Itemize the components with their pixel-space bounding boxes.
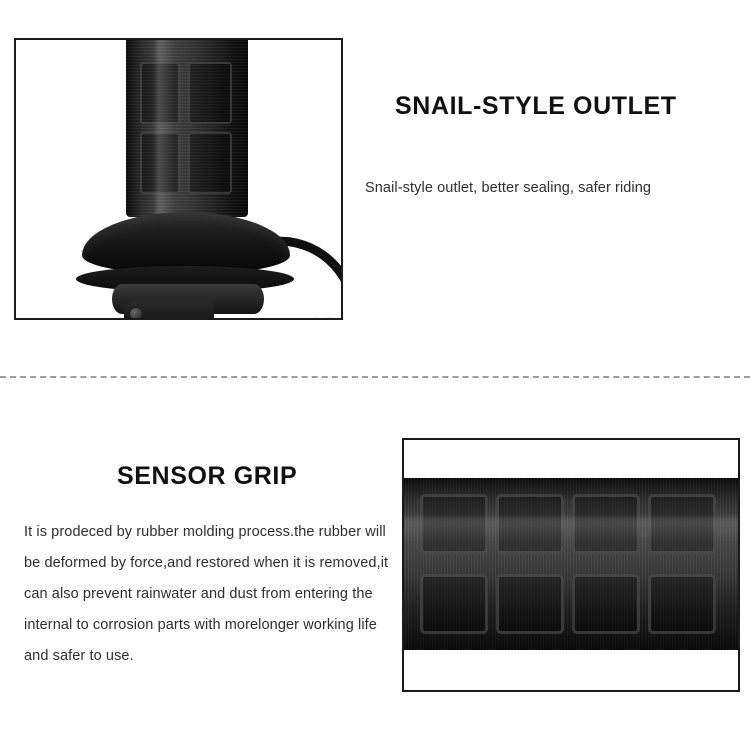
cable-tail-icon	[342, 98, 343, 248]
body-snail-style-outlet: Snail-style outlet, better sealing, safer riding	[365, 180, 652, 196]
snail-outlet-housing	[82, 212, 290, 274]
product-image-snail-outlet	[14, 38, 343, 320]
product-image-sensor-grip	[402, 438, 740, 692]
base-bolt-icon	[130, 308, 142, 320]
grip-highlight	[156, 38, 174, 217]
grip-slot	[496, 574, 564, 634]
grip-slot	[572, 574, 640, 634]
grip-body-shape	[402, 478, 740, 650]
grip-body-shape	[126, 38, 248, 217]
grip-slot	[188, 132, 232, 194]
text-block-sensor-grip	[24, 462, 404, 672]
grip-slot	[420, 574, 488, 634]
sensor-grip-illustration	[404, 440, 738, 690]
section-sensor-grip	[0, 378, 750, 750]
body-sensor-grip: It is prodeced by rubber molding process.the rubber will be deformed by force,and restored when it is removed,it can also prevent rainwater and dust from entering the internal to corrosion parts with morelonger working life and safer to use.	[24, 524, 389, 664]
grip-slot	[648, 574, 716, 634]
text-block-snail-outlet	[365, 92, 735, 199]
snail-outlet-illustration	[16, 40, 341, 318]
heading-sensor-grip: SENSOR GRIP	[117, 462, 298, 490]
grip-slot	[188, 62, 232, 124]
heading-snail-style-outlet: SNAIL-STYLE OUTLET	[395, 92, 677, 120]
grip-highlight	[402, 518, 740, 540]
